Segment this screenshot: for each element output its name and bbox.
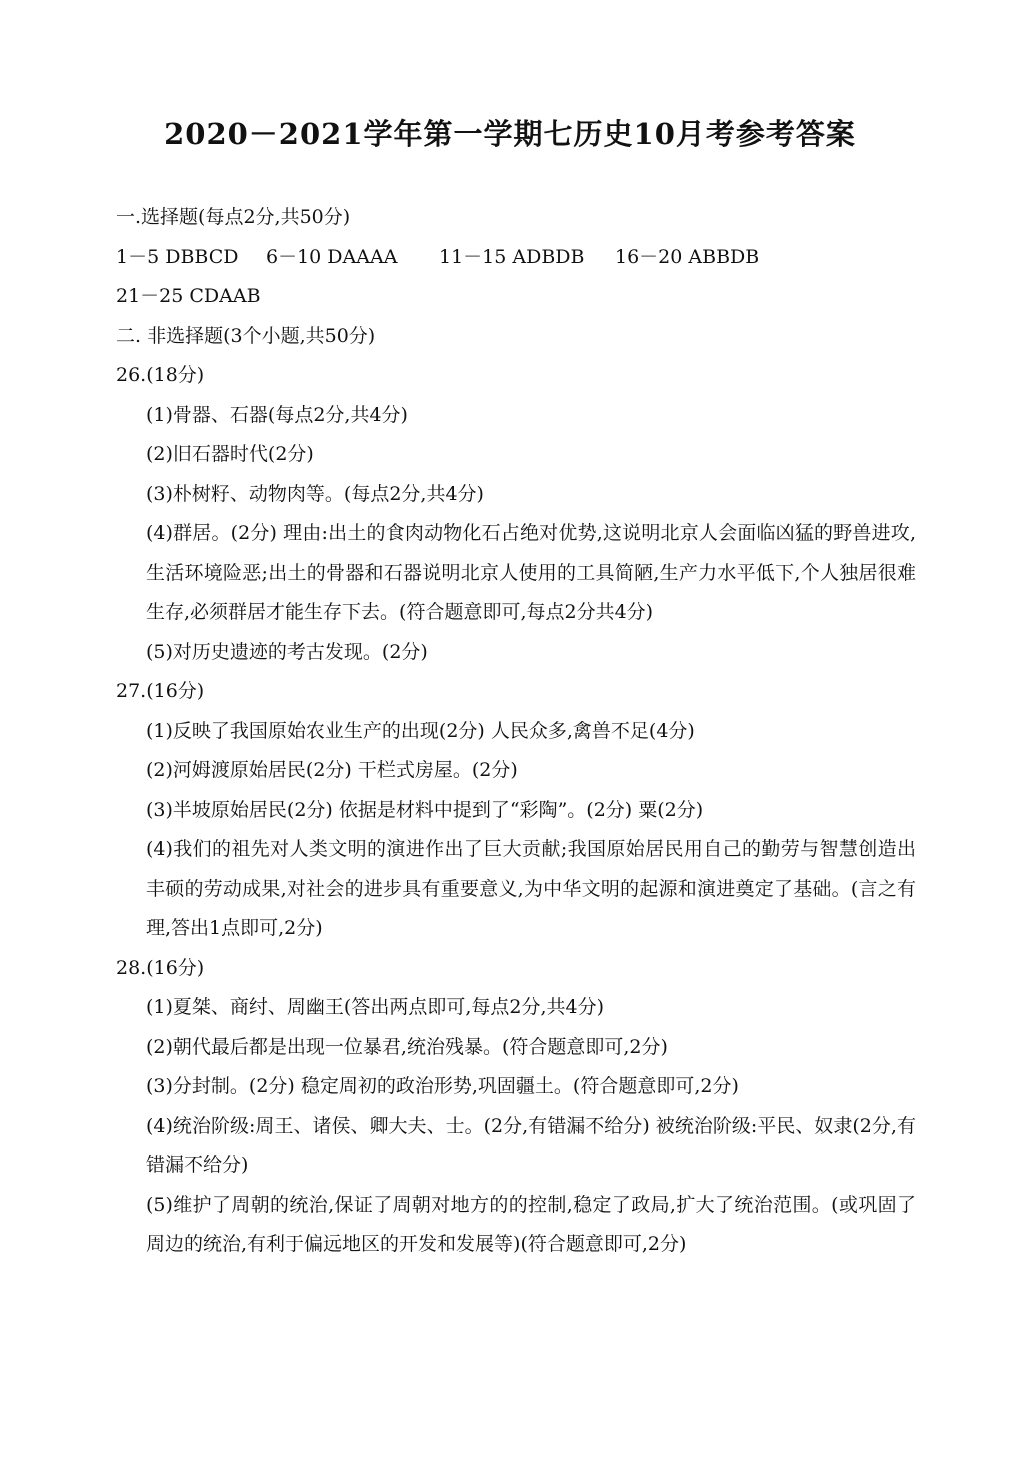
q27-answer-1: (1)反映了我国原始农业生产的出现(2分) 人民众多,禽兽不足(4分) xyxy=(146,719,695,742)
q26-answer-4: (4)群居。(2分) 理由:出土的食肉动物化石占绝对优势,这说明北京人会面临凶猛的野兽进攻,生活环境险恶;出土的骨器和石器说明北京人使用的工具简陋,生产力水平低下,个人独居很难生存,必须群居才能生存下去。(符合题意即可,每点2分共4分) xyxy=(146,522,916,623)
q27-answer-3: (3)半坡原始居民(2分) 依据是材料中提到了“彩陶”。(2分) 粟(2分) xyxy=(146,798,704,821)
section-2-heading: 二. 非选择题(3个小题,共50分) xyxy=(116,324,376,347)
q28-answer-4: (4)统治阶级:周王、诸侯、卿大夫、士。(2分,有错漏不给分) 被统治阶级:平民、奴隶(2分,有错漏不给分) xyxy=(146,1114,916,1176)
question-26-heading: 26.(18分) xyxy=(116,364,205,386)
q27-answer-2: (2)河姆渡原始居民(2分) 干栏式房屋。(2分) xyxy=(146,759,518,781)
question-27-heading: 27.(16分) xyxy=(116,680,205,702)
mc-group-21-25: 21－25 CDAAB xyxy=(116,285,261,307)
q26-answer-3: (3)朴树籽、动物肉等。(每点2分,共4分) xyxy=(146,482,484,505)
q26-answer-2: (2)旧石器时代(2分) xyxy=(146,443,314,465)
mc-group-1-5: 1－5 DBBCD xyxy=(116,245,239,268)
question-28-heading: 28.(16分) xyxy=(116,956,205,979)
q28-answer-1: (1)夏桀、商纣、周幽王(答出两点即可,每点2分,共4分) xyxy=(146,996,604,1018)
q27-answer-4: (4)我们的祖先对人类文明的演进作出了巨大贡献;我国原始居民用自己的勤劳与智慧创造出丰硕的劳动成果,对社会的进步具有重要意义,为中华文明的起源和演进奠定了基础。(言之有理,答出1点即可,2分) xyxy=(146,838,916,939)
page-title: 2020－2021学年第一学期七历史10月考参考答案 xyxy=(164,117,856,151)
section-1-heading: 一.选择题(每点2分,共50分) xyxy=(116,206,351,228)
mc-group-6-10: 6－10 DAAAA xyxy=(266,245,398,268)
q26-answer-5: (5)对历史遗迹的考古发现。(2分) xyxy=(146,640,428,663)
q28-answer-3: (3)分封制。(2分) 稳定周初的政治形势,巩固疆土。(符合题意即可,2分) xyxy=(146,1075,739,1097)
q28-answer-5: (5)维护了周朝的统治,保证了周朝对地方的的控制,稳定了政局,扩大了统治范围。(或巩固了周边的统治,有利于偏远地区的开发和发展等)(符合题意即可,2分) xyxy=(146,1193,916,1255)
q28-answer-2: (2)朝代最后都是出现一位暴君,统治残暴。(符合题意即可,2分) xyxy=(146,1035,668,1058)
multiple-choice-answers-row-1 xyxy=(116,238,916,278)
mc-group-16-20: 16－20 ABBDB xyxy=(615,245,760,268)
mc-group-11-15: 11－15 ADBDB xyxy=(439,245,585,268)
q26-answer-1: (1)骨器、石器(每点2分,共4分) xyxy=(146,403,408,426)
answer-content xyxy=(116,198,916,1265)
